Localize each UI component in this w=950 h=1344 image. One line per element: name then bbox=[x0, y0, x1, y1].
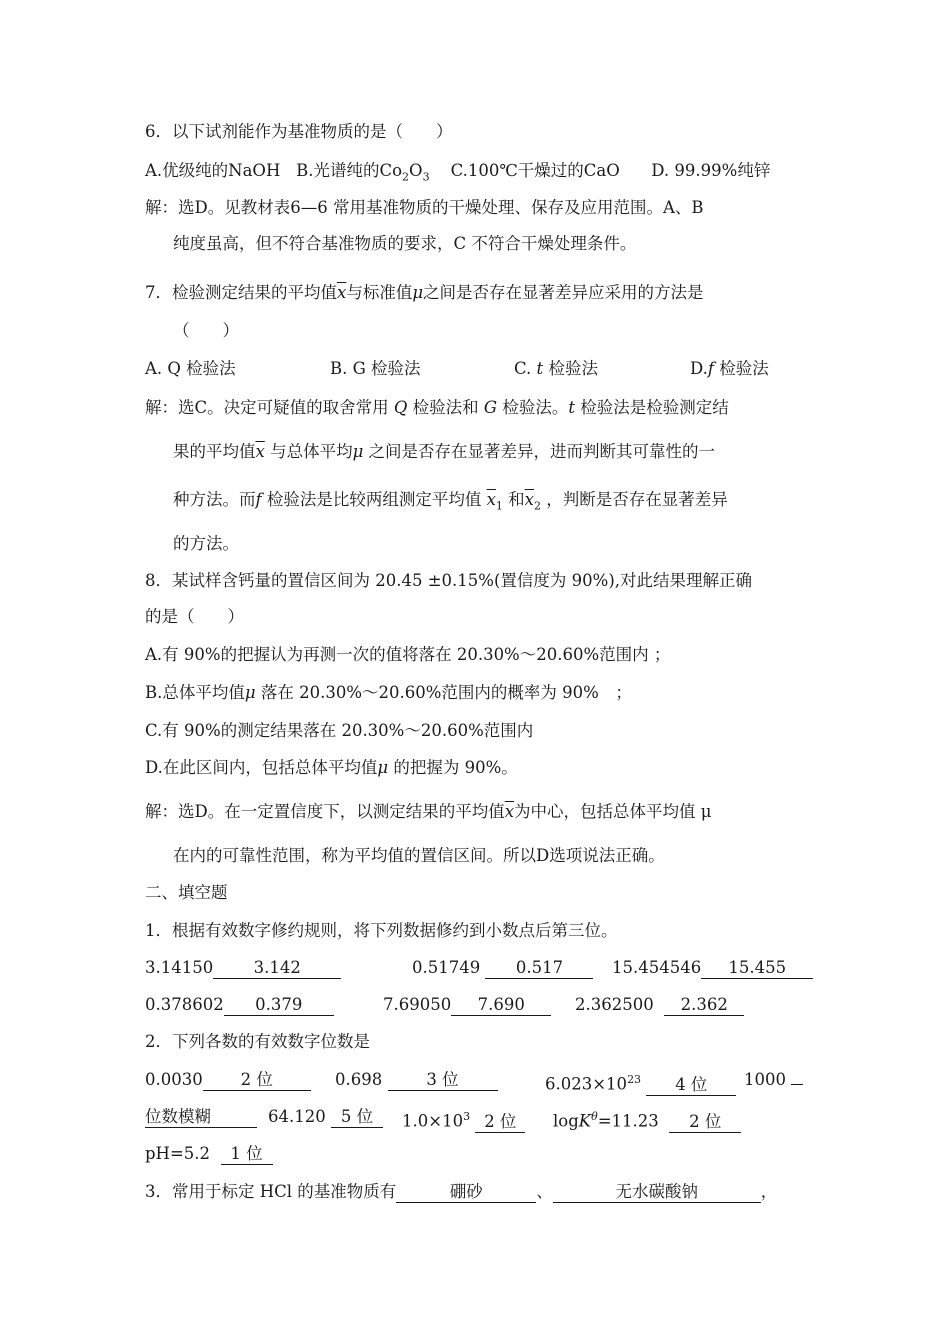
answer-blank: 15.455 bbox=[701, 958, 813, 979]
fill2-item: pH=5.2 1 位 bbox=[145, 1143, 273, 1165]
q7-answer-line3: 种方法。而f 检验法是比较两组测定平均值 $\overline{x}_1$ 和$\overline{x}_2$ ，判断是否存在显著差异 bbox=[173, 490, 728, 513]
q6-answer-line2: 纯度虽高，但不符合基准物质的要求，C 不符合干燥处理条件。 bbox=[173, 234, 637, 253]
answer-blank: 无水碳酸钠 bbox=[553, 1182, 761, 1203]
answer-blank: 2.362 bbox=[664, 995, 744, 1016]
q7-answer-line2: 果的平均值$\overline{x}$ 与总体平均μ 之间是否存在显著差异，进而判断其可靠性的一 bbox=[173, 442, 716, 461]
fill2-item: logK$^\theta$=11.23 2 位 bbox=[553, 1106, 741, 1133]
answer-blank: 0.379 bbox=[224, 995, 334, 1016]
fill1-item: 7.69050 7.690 bbox=[383, 994, 551, 1016]
q8-option-b: B.总体平均值μ 落在 20.30%～20.60%范围内的概率为 90% ； bbox=[145, 683, 632, 702]
q6-option-c: C.100℃干燥过的CaO bbox=[450, 161, 620, 180]
answer-blank: 3.142 bbox=[213, 958, 341, 979]
q7-option-b: B. G 检验法 bbox=[330, 359, 421, 378]
answer-blank: 1 位 bbox=[221, 1144, 273, 1165]
fill1-item: 3.14150 3.142 bbox=[145, 957, 341, 979]
q7-option-c: C. t 检验法 bbox=[514, 359, 598, 378]
answer-blank: 4 位 bbox=[646, 1075, 736, 1096]
section-title: 二、填空题 bbox=[145, 883, 228, 902]
q7-answer-line1: 解：选C。决定可疑值的取舍常用 Q 检验法和 G 检验法。t 检验法是检验测定结 bbox=[145, 398, 729, 417]
q6-stem: 6．以下试剂能作为基准物质的是（ ） bbox=[145, 122, 453, 141]
q6-answer-line1: 解：选D。见教材表6—6 常用基准物质的干燥处理、保存及应用范围。A、B bbox=[145, 198, 704, 217]
q8-option-c: C.有 90%的测定结果落在 20.30%～20.60%范围内 bbox=[145, 721, 534, 740]
q8-answer-line1: 解：选D。在一定置信度下，以测定结果的平均值$\overline{x}$为中心，包括总体平均值 μ bbox=[145, 802, 712, 821]
q6-option-d: D. 99.99%纯锌 bbox=[651, 161, 771, 180]
fill2-item: 0.0030 2 位 bbox=[145, 1069, 311, 1091]
q8-stem-line2: 的是（ ） bbox=[145, 607, 244, 626]
x-bar-symbol: $\overline{x}$ bbox=[337, 283, 347, 302]
fill2-item: $6.023\times 10^{23}$ 4 位 bbox=[545, 1069, 736, 1096]
q7-stem-paren: （ ） bbox=[173, 321, 239, 340]
answer-blank: 硼砂 bbox=[396, 1182, 536, 1203]
fill2-item bbox=[145, 1106, 257, 1128]
fill2-item: 1000 bbox=[744, 1069, 803, 1091]
q6-options bbox=[145, 160, 770, 188]
fill1-item: 2.362500 2.362 bbox=[575, 994, 744, 1016]
q7-stem: 7．检验测定结果的平均值$\overline{x}$与标准值μ之间是否存在显著差异应采用的方法是 bbox=[145, 283, 704, 302]
answer-blank: 7.690 bbox=[451, 995, 551, 1016]
q6-option-a: A.优级纯的NaOH bbox=[145, 161, 281, 180]
fill1-stem: 1．根据有效数字修约规则，将下列数据修约到小数点后第三位。 bbox=[145, 921, 618, 940]
answer-blank: 2 位 bbox=[475, 1112, 525, 1133]
answer-blank: 0.517 bbox=[485, 958, 593, 979]
fill1-item: 0.51749 0.517 bbox=[412, 957, 593, 979]
answer-blank: 5 位 bbox=[331, 1107, 383, 1128]
answer-blank: 2 位 bbox=[669, 1112, 741, 1133]
fill1-item: 15.454546 15.455 bbox=[612, 957, 813, 979]
answer-blank: 2 位 bbox=[203, 1070, 311, 1091]
fill3-line: 3．常用于标定 HCl 的基准物质有 硼砂 、 无水碳酸钠 ， bbox=[145, 1182, 778, 1201]
q8-stem-line1: 8．某试样含钙量的置信区间为 20.45 ±0.15%(置信度为 90%),对此结果理解正确 bbox=[145, 571, 753, 590]
fill2-item: $1.0\times 10^3$ 2 位 bbox=[402, 1106, 525, 1133]
answer-blank: 3 位 bbox=[388, 1070, 498, 1091]
q7-answer-line4: 的方法。 bbox=[173, 534, 239, 553]
q8-option-d: D.在此区间内，包括总体平均值μ 的把握为 90%。 bbox=[145, 758, 518, 777]
q8-option-a: A.有 90%的把握认为再测一次的值将落在 20.30%～20.60%范围内 ； bbox=[145, 645, 671, 664]
fill2-stem: 2．下列各数的有效数字位数是 bbox=[145, 1032, 370, 1051]
q7-option-d: D.f 检验法 bbox=[690, 359, 769, 378]
q7-option-a: A. Q 检验法 bbox=[145, 359, 236, 378]
answer-blank: 位数模糊 bbox=[145, 1107, 257, 1128]
fill2-item: 0.698 3 位 bbox=[335, 1069, 498, 1091]
mu-symbol: μ bbox=[412, 283, 424, 302]
fill2-item: 64.120 5 位 bbox=[268, 1106, 383, 1128]
q6-option-b: B.光谱纯的$Co_2O_3$ bbox=[296, 161, 430, 184]
fill1-item: 0.378602 0.379 bbox=[145, 994, 334, 1016]
q8-answer-line2: 在内的可靠性范围，称为平均值的置信区间。所以D选项说法正确。 bbox=[173, 846, 665, 865]
